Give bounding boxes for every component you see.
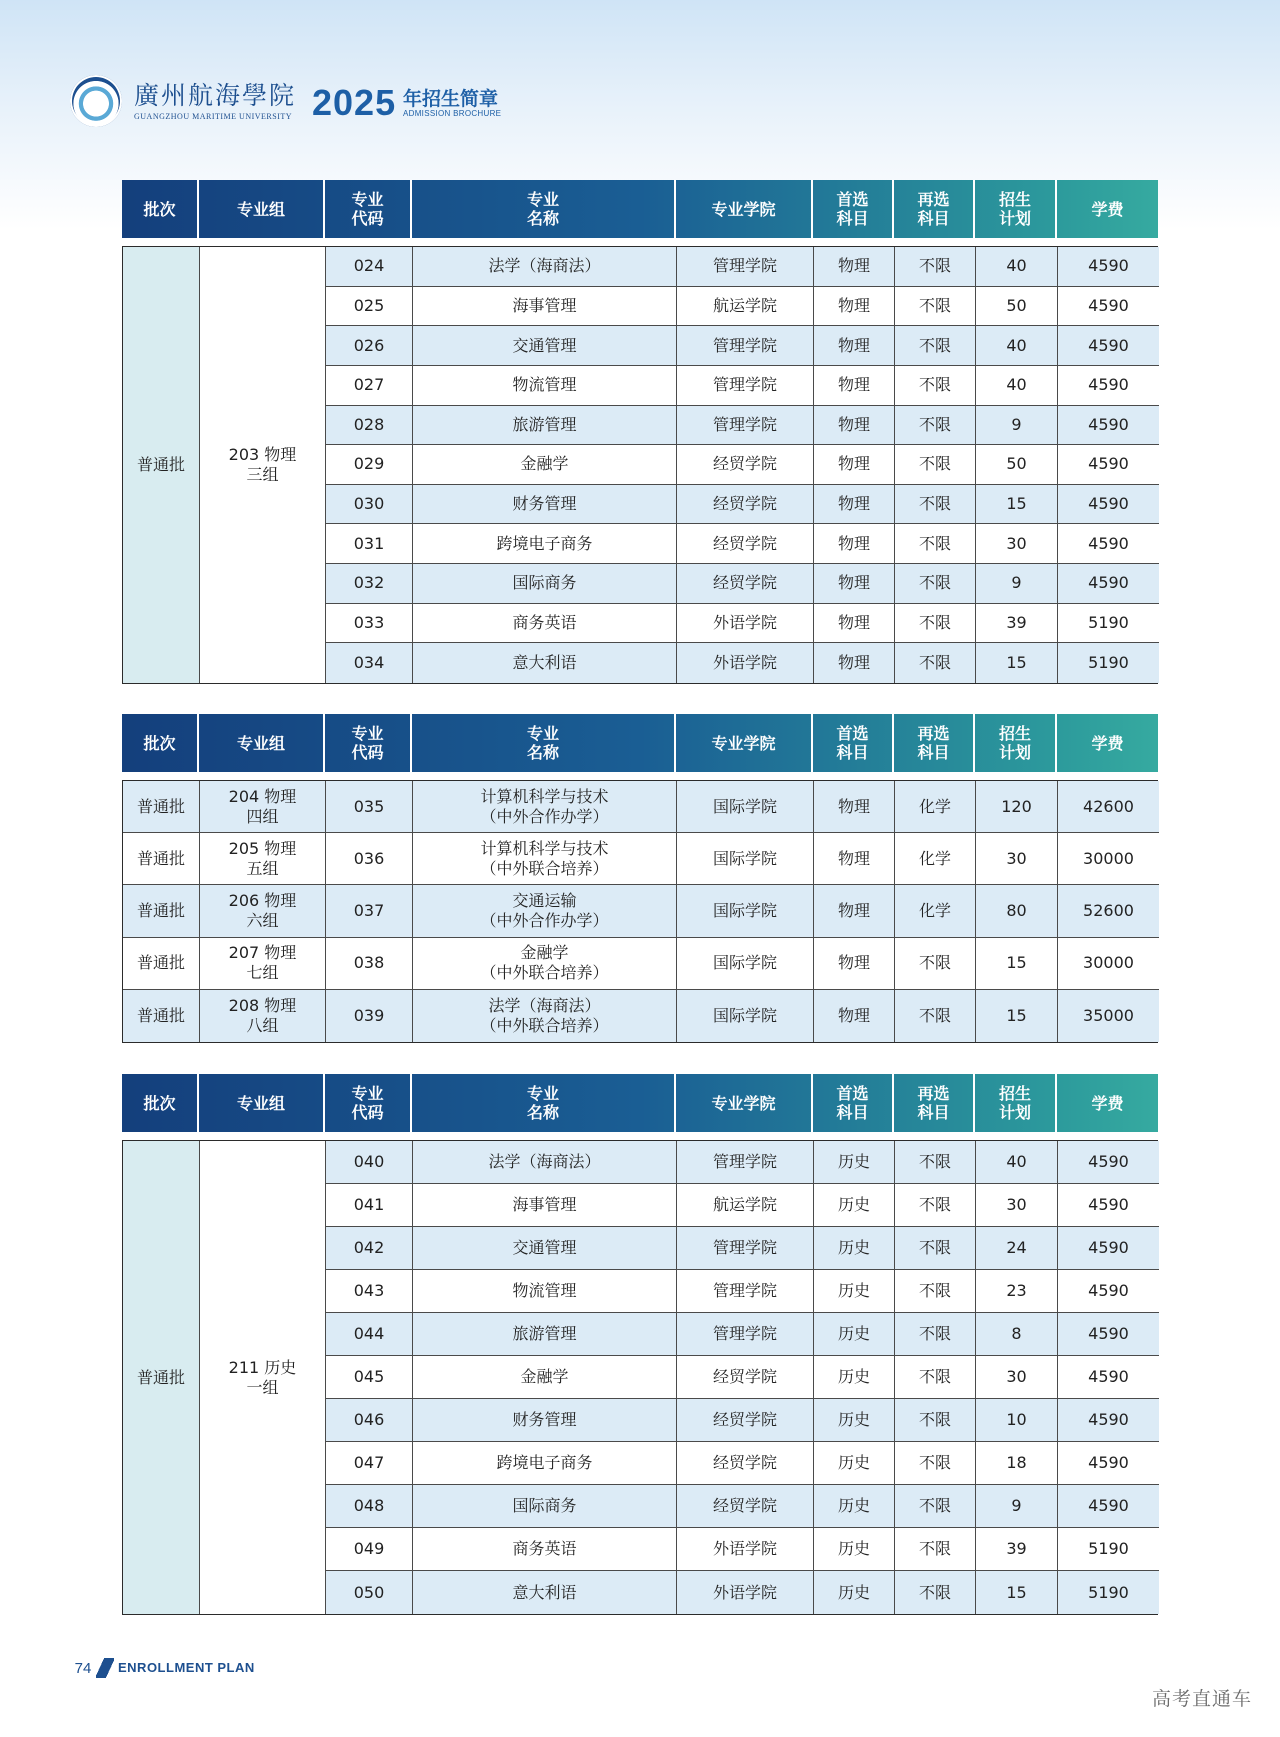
table-cell: 4590 [1058,1442,1159,1485]
table-cell: 管理学院 [677,366,814,406]
table-cell: 经贸学院 [677,1485,814,1528]
university-emblem-icon [70,75,122,127]
table-cell: 经贸学院 [677,1356,814,1399]
table-cell: 旅游管理 [413,406,677,446]
table-cell: 不限 [895,990,976,1042]
table-cell: 物理 [814,445,895,485]
table-cell: 物理 [814,990,895,1042]
table-cell: 外语学院 [677,604,814,644]
table-cell: 不限 [895,643,976,683]
table-cell: 024 [326,247,413,287]
table-cell: 035 [326,781,413,833]
table-cell: 52600 [1058,885,1159,937]
enrollment-table-1 [122,180,1158,684]
table-header [122,714,1158,772]
table-cell: 管理学院 [677,1270,814,1313]
table-cell: 国际学院 [677,938,814,990]
table-cell: 物流管理 [413,366,677,406]
table-cell: 物理 [814,247,895,287]
table-body [122,1140,1158,1615]
table-cell: 物理 [814,406,895,446]
table-cell: 不限 [895,1399,976,1442]
table-cell: 15 [976,990,1058,1042]
table-cell: 跨境电子商务 [413,524,677,564]
table-cell: 034 [326,643,413,683]
table-cell: 4590 [1058,406,1159,446]
table-cell: 物理 [814,564,895,604]
table-cell: 物理 [814,885,895,937]
table-cell: 化学 [895,885,976,937]
table-cell: 国际学院 [677,781,814,833]
table-cell: 普通批 [123,1141,200,1614]
table-cell: 历史 [814,1485,895,1528]
table-cell: 025 [326,287,413,327]
table-cell: 金融学 （中外联合培养） [413,938,677,990]
table-cell: 经贸学院 [677,485,814,525]
table-cell: 30000 [1058,938,1159,990]
table-cell: 管理学院 [677,1227,814,1270]
table-cell: 管理学院 [677,247,814,287]
table-cell: 普通批 [123,990,200,1042]
table-cell: 不限 [895,938,976,990]
table-cell: 5190 [1058,643,1159,683]
table-cell: 9 [976,564,1058,604]
table-cell: 15 [976,938,1058,990]
table-cell: 040 [326,1141,413,1184]
table-cell: 商务英语 [413,1528,677,1571]
table-cell: 036 [326,833,413,885]
table-cell: 普通批 [123,938,200,990]
table-cell: 50 [976,445,1058,485]
table-cell: 商务英语 [413,604,677,644]
table-cell: 203 物理 三组 [200,247,326,683]
column-header: 再选 科目 [894,1074,975,1132]
table-cell: 经贸学院 [677,1442,814,1485]
table-cell: 40 [976,326,1058,366]
table-cell: 不限 [895,1356,976,1399]
table-cell: 046 [326,1399,413,1442]
table-cell: 211 历史 一组 [200,1141,326,1614]
table-cell: 物理 [814,938,895,990]
enrollment-table-2 [122,714,1158,1043]
column-header: 批次 [122,180,199,238]
table-cell: 管理学院 [677,406,814,446]
table-cell: 法学（海商法） [413,1141,677,1184]
table-cell: 041 [326,1184,413,1227]
table-cell: 208 物理 八组 [200,990,326,1042]
table-cell: 4590 [1058,287,1159,327]
table-cell: 15 [976,643,1058,683]
table-cell: 普通批 [123,781,200,833]
column-header: 再选 科目 [894,714,975,772]
table-cell: 044 [326,1313,413,1356]
table-cell: 历史 [814,1399,895,1442]
table-cell: 历史 [814,1270,895,1313]
table-cell: 国际学院 [677,990,814,1042]
table-cell: 物流管理 [413,1270,677,1313]
table-cell: 30000 [1058,833,1159,885]
table-cell: 047 [326,1442,413,1485]
table-cell: 海事管理 [413,287,677,327]
table-cell: 物理 [814,604,895,644]
table-cell: 化学 [895,781,976,833]
table-cell: 不限 [895,366,976,406]
table-cell: 40 [976,1141,1058,1184]
table-cell: 4590 [1058,1227,1159,1270]
table-cell: 不限 [895,445,976,485]
table-cell: 043 [326,1270,413,1313]
table-cell: 不限 [895,1485,976,1528]
table-cell: 9 [976,1485,1058,1528]
table-cell: 不限 [895,524,976,564]
table-cell: 30 [976,1356,1058,1399]
column-header: 批次 [122,1074,199,1132]
table-cell: 国际学院 [677,885,814,937]
table-cell: 外语学院 [677,1571,814,1614]
column-header: 专业 名称 [412,180,676,238]
table-cell: 海事管理 [413,1184,677,1227]
table-cell: 国际商务 [413,564,677,604]
table-cell: 外语学院 [677,643,814,683]
table-cell: 031 [326,524,413,564]
table-cell: 033 [326,604,413,644]
column-header: 首选 科目 [813,1074,894,1132]
table-cell: 航运学院 [677,1184,814,1227]
table-cell: 计算机科学与技术 （中外联合培养） [413,833,677,885]
table-cell: 4590 [1058,485,1159,525]
column-header: 专业 代码 [325,1074,412,1132]
column-header: 学费 [1091,733,1124,753]
table-cell: 4590 [1058,1399,1159,1442]
column-header: 专业 代码 [325,180,412,238]
table-cell: 049 [326,1528,413,1571]
column-header: 招生 计划 [975,1074,1057,1132]
table-cell: 030 [326,485,413,525]
table-cell: 032 [326,564,413,604]
table-cell: 30 [976,833,1058,885]
table-cell: 管理学院 [677,1141,814,1184]
table-cell: 意大利语 [413,643,677,683]
table-cell: 化学 [895,833,976,885]
table-cell: 不限 [895,1184,976,1227]
table-cell: 历史 [814,1227,895,1270]
table-cell: 15 [976,1571,1058,1614]
table-cell: 4590 [1058,1141,1159,1184]
section-label: ENROLLMENT PLAN [118,1660,255,1675]
table-cell: 4590 [1058,524,1159,564]
table-header [122,180,1158,238]
column-header: 学费 [1091,199,1124,219]
table-cell: 普通批 [123,833,200,885]
column-header: 专业学院 [676,714,813,772]
table-cell: 027 [326,366,413,406]
table-cell: 40 [976,247,1058,287]
table-cell: 4590 [1058,366,1159,406]
table-cell: 050 [326,1571,413,1614]
column-header: 专业学院 [676,180,813,238]
table-header [122,1074,1158,1132]
table-cell: 物理 [814,485,895,525]
watermark: 高考直通车 [1151,1688,1252,1710]
table-cell: 40 [976,366,1058,406]
table-cell: 4590 [1058,564,1159,604]
table-cell: 9 [976,406,1058,446]
table-cell: 法学（海商法） [413,247,677,287]
column-header: 专业组 [199,180,325,238]
table-cell: 029 [326,445,413,485]
table-cell: 045 [326,1356,413,1399]
table-cell: 物理 [814,366,895,406]
table-cell: 历史 [814,1313,895,1356]
column-header: 招生 计划 [975,180,1057,238]
table-cell: 历史 [814,1442,895,1485]
table-cell: 18 [976,1442,1058,1485]
table-cell: 航运学院 [677,287,814,327]
table-cell: 经贸学院 [677,564,814,604]
table-cell: 法学（海商法） （中外联合培养） [413,990,677,1042]
column-header: 首选 科目 [813,180,894,238]
table-cell: 24 [976,1227,1058,1270]
university-name-cn: 廣州航海學院 [134,81,297,110]
brochure-title-en: ADMISSION BROCHURE [403,109,502,118]
table-cell: 207 物理 七组 [200,938,326,990]
table-cell: 物理 [814,643,895,683]
table-cell: 历史 [814,1356,895,1399]
table-cell: 42600 [1058,781,1159,833]
column-header: 专业 名称 [412,714,676,772]
table-cell: 026 [326,326,413,366]
table-cell: 财务管理 [413,1399,677,1442]
table-cell: 4590 [1058,1270,1159,1313]
table-cell: 历史 [814,1528,895,1571]
table-cell: 金融学 [413,1356,677,1399]
table-cell: 4590 [1058,1485,1159,1528]
table-cell: 不限 [895,1141,976,1184]
page-header [70,72,530,136]
table-cell: 50 [976,287,1058,327]
table-cell: 物理 [814,326,895,366]
column-header: 专业组 [199,714,325,772]
table-cell: 4590 [1058,1184,1159,1227]
column-header: 首选 科目 [813,714,894,772]
table-cell: 计算机科学与技术 （中外合作办学） [413,781,677,833]
table-cell: 交通管理 [413,1227,677,1270]
column-header: 学费 [1091,1093,1124,1113]
table-cell: 跨境电子商务 [413,1442,677,1485]
table-cell: 10 [976,1399,1058,1442]
table-cell: 管理学院 [677,1313,814,1356]
table-cell: 8 [976,1313,1058,1356]
table-cell: 物理 [814,524,895,564]
table-cell: 不限 [895,287,976,327]
table-cell: 23 [976,1270,1058,1313]
table-cell: 金融学 [413,445,677,485]
enrollment-table-3 [122,1074,1158,1615]
table-cell: 35000 [1058,990,1159,1042]
table-body [122,780,1158,1043]
table-cell: 物理 [814,287,895,327]
table-cell: 不限 [895,1528,976,1571]
table-cell: 205 物理 五组 [200,833,326,885]
table-cell: 037 [326,885,413,937]
table-cell: 不限 [895,247,976,287]
table-body [122,246,1158,684]
table-cell: 外语学院 [677,1528,814,1571]
table-cell: 5190 [1058,604,1159,644]
table-cell: 不限 [895,1442,976,1485]
column-header: 再选 科目 [894,180,975,238]
table-cell: 不限 [895,1227,976,1270]
table-cell: 物理 [814,781,895,833]
table-cell: 4590 [1058,1356,1159,1399]
table-cell: 4590 [1058,326,1159,366]
page-number: 74 [74,1659,92,1677]
table-cell: 39 [976,604,1058,644]
table-cell: 5190 [1058,1571,1159,1614]
column-header: 招生 计划 [975,714,1057,772]
column-header: 专业学院 [676,1074,813,1132]
table-cell: 不限 [895,1313,976,1356]
table-cell: 历史 [814,1571,895,1614]
table-cell: 4590 [1058,247,1159,287]
table-cell: 39 [976,1528,1058,1571]
table-cell: 5190 [1058,1528,1159,1571]
table-cell: 旅游管理 [413,1313,677,1356]
table-cell: 不限 [895,485,976,525]
table-cell: 4590 [1058,445,1159,485]
table-cell: 历史 [814,1141,895,1184]
table-cell: 15 [976,485,1058,525]
table-cell: 048 [326,1485,413,1528]
table-cell: 不限 [895,326,976,366]
table-cell: 30 [976,524,1058,564]
page-number-slash-icon [96,1658,114,1678]
table-cell: 204 物理 四组 [200,781,326,833]
table-cell: 206 物理 六组 [200,885,326,937]
table-cell: 经贸学院 [677,524,814,564]
table-cell: 管理学院 [677,326,814,366]
table-cell: 不限 [895,1571,976,1614]
column-header: 专业 代码 [325,714,412,772]
university-name-en: GUANGZHOU MARITIME UNIVERSITY [134,112,293,121]
table-cell: 普通批 [123,247,200,683]
table-cell: 物理 [814,833,895,885]
table-cell: 038 [326,938,413,990]
table-cell: 30 [976,1184,1058,1227]
table-cell: 不限 [895,406,976,446]
column-header: 批次 [122,714,199,772]
table-cell: 意大利语 [413,1571,677,1614]
table-cell: 经贸学院 [677,445,814,485]
table-cell: 042 [326,1227,413,1270]
table-cell: 039 [326,990,413,1042]
table-cell: 028 [326,406,413,446]
table-cell: 国际学院 [677,833,814,885]
table-cell: 交通运输 （中外合作办学） [413,885,677,937]
table-cell: 不限 [895,564,976,604]
table-cell: 财务管理 [413,485,677,525]
table-cell: 120 [976,781,1058,833]
table-cell: 80 [976,885,1058,937]
table-cell: 历史 [814,1184,895,1227]
column-header: 专业组 [199,1074,325,1132]
table-cell: 不限 [895,604,976,644]
brochure-year: 2025 [312,82,397,123]
brochure-title-cn: 年招生简章 [403,88,499,110]
table-cell: 国际商务 [413,1485,677,1528]
table-cell: 4590 [1058,1313,1159,1356]
table-cell: 不限 [895,1270,976,1313]
table-cell: 交通管理 [413,326,677,366]
table-cell: 经贸学院 [677,1399,814,1442]
table-cell: 普通批 [123,885,200,937]
column-header: 专业 名称 [412,1074,676,1132]
